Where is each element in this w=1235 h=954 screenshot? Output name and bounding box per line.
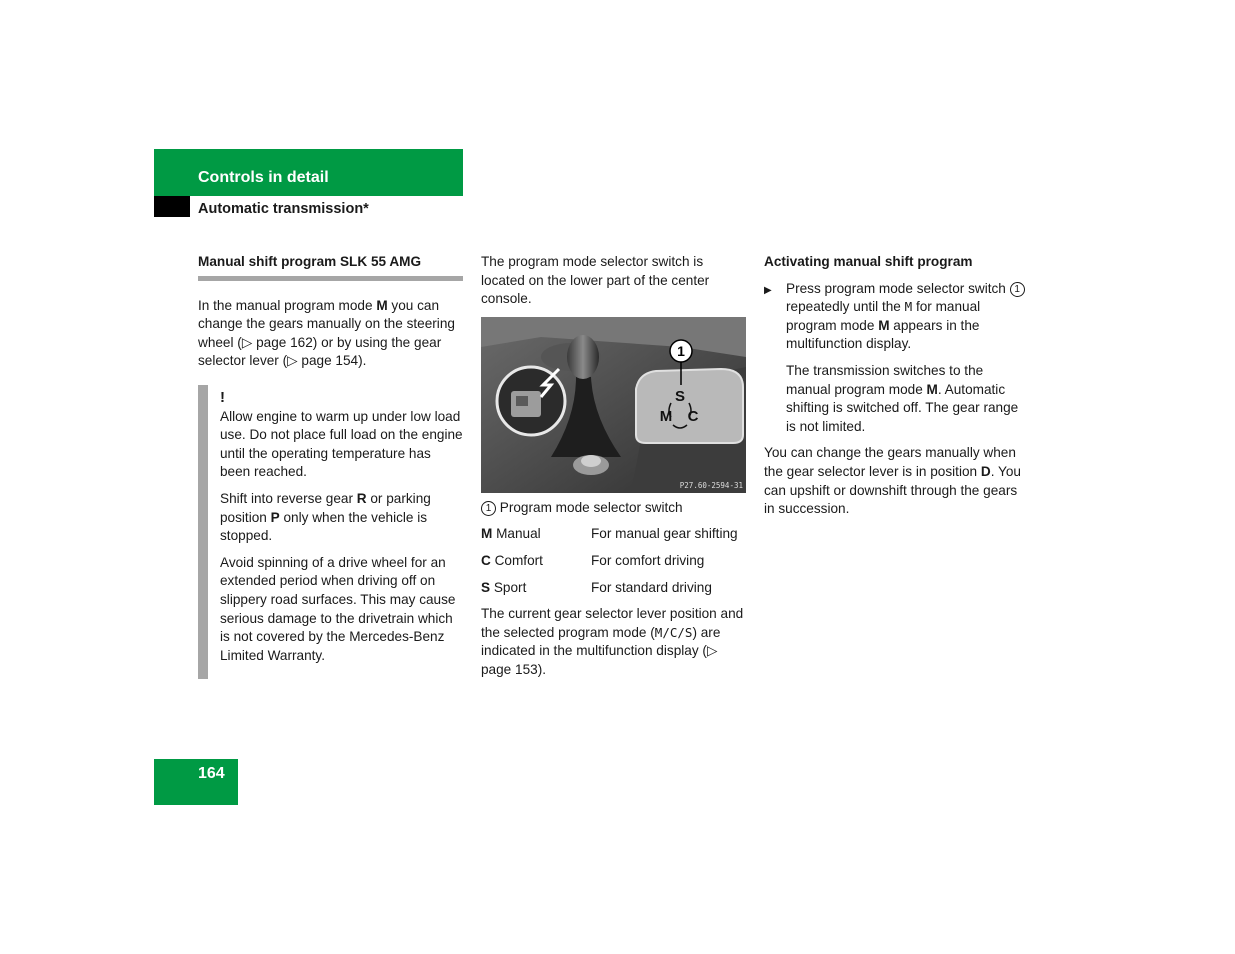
image-code: P27.60-2594-31 <box>679 480 743 490</box>
manual-shift-heading: Manual shift program SLK 55 AMG <box>198 254 422 269</box>
exclamation-icon: ! <box>220 388 225 406</box>
warning-box <box>198 385 463 679</box>
center-console-photo <box>481 317 746 493</box>
column-left <box>198 253 463 679</box>
mode-m-label: M <box>659 407 673 425</box>
section-tab-marker <box>154 196 190 217</box>
column-middle <box>481 253 746 680</box>
selector-location-text: The program mode selector switch is located on the lower part of the center console. <box>481 254 710 307</box>
mode-row-comfort: C Comfort For comfort driving <box>481 552 705 568</box>
step-press-selector: ▶ Press program mode selector switch 1 repeatedly until the M for manual program mode M appears in the multifunction display. <box>764 280 1029 354</box>
activating-heading: Activating manual shift program <box>764 254 973 269</box>
section-title: Controls in detail <box>198 169 329 186</box>
page-number-box <box>154 759 238 805</box>
column-right <box>764 253 1029 519</box>
page-ref-icon: ▷ <box>706 643 718 659</box>
upshift-downshift-text: You can change the gears manually when the gear selector lever is in position D. You can upshift or downshift through the gears in succession. <box>764 445 1021 517</box>
page-number: 164 <box>198 765 225 782</box>
warning-bar <box>198 385 208 679</box>
warning-wheel-spin: Avoid spinning of a drive wheel for an extended period when driving off on slippery road surfaces. This may cause serious damage to the drivetrain which is not covered by the Mercedes-Benz Limited Warranty. <box>220 554 456 663</box>
callout-1-icon: 1 <box>481 501 496 516</box>
page-ref-icon: ▷ <box>287 353 298 369</box>
step-arrow-icon: ▶ <box>764 284 772 296</box>
mode-row-manual: M Manual For manual gear shifting <box>481 526 738 542</box>
warning-reverse-park: Shift into reverse gear R or parking position P only when the vehicle is stopped. <box>220 490 431 544</box>
warning-warmup: Allow engine to warm up under low load use. Do not place full load on the engine until the operating temperature has been reached. <box>220 408 463 480</box>
mode-c-label: C <box>687 407 699 425</box>
current-position-text: The current gear selector lever position and the selected program mode (M/C/S) are indicated in the multifunction display (▷ page 153). <box>481 606 744 677</box>
page-ref-icon: ▷ <box>241 334 253 350</box>
manual-mode-intro: In the manual program mode M you can change the gears manually on the steering wheel (▷ page 162) or by using the gear selector lever (▷ page 154). <box>198 297 455 369</box>
subsection-title: Automatic transmission* <box>198 201 369 217</box>
callout-number: 1 <box>677 342 685 359</box>
mode-s-label: S <box>674 387 686 405</box>
step-result: The transmission switches to the manual program mode M. Automatic shifting is switched off. The gear range is not limited. <box>786 362 1019 434</box>
mode-row-sport: S Sport For standard driving <box>481 579 712 595</box>
image-caption: 1 Program mode selector switch <box>481 499 746 518</box>
callout-1-icon: 1 <box>1010 282 1025 297</box>
